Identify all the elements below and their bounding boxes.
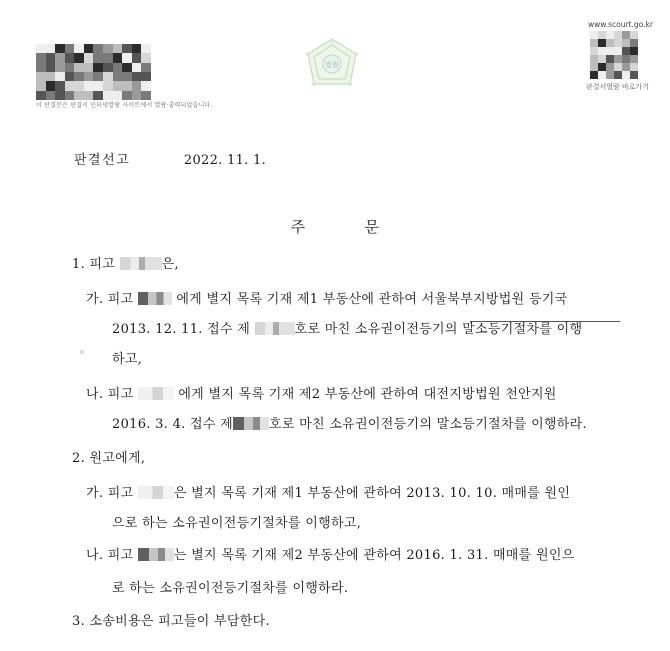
qr-pixel [84, 91, 94, 100]
item-2b-text: 는 별지 목록 기재 제2 부동산에 관하여 2016. 1. 31. 매매를 원인으 [173, 548, 575, 563]
qr-pixel [55, 91, 65, 100]
qr-pixel [598, 31, 606, 39]
item-1-number: 1. [72, 257, 86, 272]
qr-pixel [622, 39, 630, 47]
qr-pixel [74, 44, 84, 53]
qr-pixel [93, 91, 103, 100]
qr-pixel [606, 31, 614, 39]
item-1b-defendant: 피고 [107, 387, 134, 402]
qr-pixel [65, 53, 75, 62]
item-1b-text-2: 호로 마친 소유권이전등기의 말소등기절차를 이행하라. [269, 417, 587, 432]
qr-pixel [55, 63, 65, 72]
qr-pixel [132, 53, 142, 62]
qr-pixel [36, 53, 46, 62]
qr-pixel [590, 63, 598, 71]
item-1a-defendant: 피고 [107, 292, 134, 307]
qr-pixel [622, 31, 630, 39]
qr-pixel [36, 72, 46, 81]
qr-pixel [622, 47, 630, 55]
qr-pixel [65, 63, 75, 72]
qr-pixel [103, 81, 113, 90]
qr-pixel [606, 71, 614, 79]
qr-pixel [590, 31, 598, 39]
qr-pixel [598, 71, 606, 79]
qr-pixel [598, 39, 606, 47]
qr-pixel [132, 91, 142, 100]
qr-pixel [55, 81, 65, 90]
item-1b-text: 에게 별지 목록 기재 제2 부동산에 관하여 대전지방법원 천안지원 [178, 387, 557, 402]
item-1a-receipt: 2013. 12. 11. 접수 제 [112, 322, 251, 337]
qr-pixel [103, 44, 113, 53]
redacted-number [255, 322, 295, 335]
qr-pixel [55, 53, 65, 62]
decision-date: 2022. 11. 1. [183, 153, 267, 168]
item-1-suffix: 은, [161, 257, 179, 272]
item-2-number: 2. [72, 451, 86, 466]
qr-pixel [36, 44, 46, 53]
qr-pixel [141, 63, 151, 72]
redacted-number [233, 417, 269, 430]
qr-pixel [113, 81, 123, 90]
qr-pixel [141, 91, 151, 100]
item-2a-text: 은 별지 목록 기재 제1 부동산에 관하여 2013. 10. 10. 매매를 원인 [173, 486, 571, 501]
qr-pixel [46, 53, 56, 62]
qr-pixel [113, 53, 123, 62]
qr-pixel [606, 55, 614, 63]
qr-pixel [122, 72, 132, 81]
item-1 [72, 253, 179, 272]
qr-pixel [630, 47, 638, 55]
qr-pixel [46, 44, 56, 53]
qr-pixel [103, 72, 113, 81]
redacted-name [138, 486, 174, 499]
qr-pixel [46, 63, 56, 72]
qr-pixel [93, 53, 103, 62]
decision-line [74, 149, 266, 168]
heading-left-char: 주 [290, 218, 306, 236]
qr-pixel [36, 63, 46, 72]
qr-pixel [630, 55, 638, 63]
qr-pixel [141, 53, 151, 62]
qr-pixel [132, 44, 142, 53]
emblem-label: 법원 [325, 61, 339, 69]
qr-pixel [103, 53, 113, 62]
item-2b-line-1 [86, 544, 575, 563]
item-1b-receipt: 2016. 3. 4. 접수 제 [112, 417, 234, 432]
qr-pixel [36, 91, 46, 100]
qr-pixel [74, 53, 84, 62]
qr-pixel [630, 39, 638, 47]
qr-pixel [606, 47, 614, 55]
qr-pixel [132, 63, 142, 72]
qr-pixel [598, 47, 606, 55]
qr-pixel [65, 44, 75, 53]
qr-pixel [93, 63, 103, 72]
qr-pixel [122, 44, 132, 53]
qr-pixel [74, 63, 84, 72]
item-1a-marker: 가. [86, 292, 104, 307]
qr-pixel [84, 53, 94, 62]
qr-pixel [614, 63, 622, 71]
qr-pixel [598, 55, 606, 63]
item-3-number: 3. [72, 614, 86, 629]
item-1b-line-2 [112, 413, 587, 432]
qr-pixel [590, 39, 598, 47]
qr-pixel [122, 53, 132, 62]
qr-pixel [622, 71, 630, 79]
item-1a-line-1 [86, 288, 568, 307]
qr-pixel [614, 31, 622, 39]
qr-pixel [103, 63, 113, 72]
qr-pixel [630, 31, 638, 39]
site-url: www.scourt.go.kr [588, 20, 653, 29]
qr-pixel [46, 81, 56, 90]
qr-pixel [84, 72, 94, 81]
item-1a-text-2: 호로 마친 소유권이전등기의 말소등기절차를 이행 [294, 322, 583, 337]
item-3 [72, 610, 270, 629]
qr-pixel [93, 72, 103, 81]
item-2 [72, 447, 145, 466]
qr-pixel [46, 72, 56, 81]
qr-pixel [122, 81, 132, 90]
qr-pixel [590, 55, 598, 63]
qr-pixel [113, 72, 123, 81]
qr-pixel [606, 63, 614, 71]
qr-pixel [606, 39, 614, 47]
scan-mark [80, 350, 84, 354]
item-1a-line-3: 하고, [112, 352, 143, 367]
item-3-text: 소송비용은 피고들이 부담한다. [89, 614, 270, 629]
qr-pixel [122, 91, 132, 100]
qr-pixel [614, 55, 622, 63]
qr-pixel [590, 71, 598, 79]
qr-code-left [36, 44, 151, 100]
decision-label: 판결선고 [74, 153, 131, 168]
item-1b-line-1 [86, 383, 557, 402]
section-heading [0, 216, 670, 237]
qr-pixel [141, 44, 151, 53]
qr-pixel [622, 63, 630, 71]
qr-pixel [103, 91, 113, 100]
item-2a-line-2: 으로 하는 소유권이전등기절차를 이행하고, [112, 516, 362, 531]
redacted-name [138, 548, 174, 561]
qr-pixel [84, 63, 94, 72]
qr-pixel [614, 47, 622, 55]
qr-right-caption: 판결서열람 바로가기 [586, 83, 650, 91]
qr-pixel [630, 63, 638, 71]
item-2b-defendant: 피고 [107, 548, 134, 563]
court-emblem-icon [300, 36, 364, 92]
qr-pixel [614, 71, 622, 79]
item-2-text: 원고에게, [89, 451, 146, 466]
qr-pixel [74, 72, 84, 81]
qr-pixel [65, 91, 75, 100]
qr-pixel [65, 81, 75, 90]
item-2a-defendant: 피고 [107, 486, 134, 501]
qr-pixel [598, 63, 606, 71]
qr-pixel [74, 81, 84, 90]
qr-left-caption: 이 판결문은 판결서 인터넷열람 사이트에서 열람·출력되었습니다. [36, 102, 213, 109]
qr-pixel [93, 81, 103, 90]
qr-pixel [55, 72, 65, 81]
qr-pixel [122, 63, 132, 72]
redacted-name [138, 292, 172, 305]
qr-pixel [113, 63, 123, 72]
qr-pixel [55, 44, 65, 53]
qr-pixel [630, 71, 638, 79]
margin-line [470, 321, 620, 322]
redacted-name [138, 387, 174, 400]
qr-pixel [46, 91, 56, 100]
qr-pixel [132, 72, 142, 81]
qr-pixel [132, 81, 142, 90]
item-2b-marker: 나. [86, 548, 104, 563]
qr-pixel [141, 81, 151, 90]
qr-pixel [36, 81, 46, 90]
qr-pixel [622, 55, 630, 63]
item-1a-text: 에게 별지 목록 기재 제1 부동산에 관하여 서울북부지방법원 등기국 [176, 292, 568, 307]
qr-pixel [65, 72, 75, 81]
item-2a-line-1 [86, 482, 570, 501]
heading-right-char: 문 [364, 218, 380, 236]
item-1-prefix: 피고 [89, 257, 116, 272]
qr-pixel [113, 91, 123, 100]
qr-pixel [590, 47, 598, 55]
qr-pixel [74, 91, 84, 100]
qr-code-right [590, 31, 638, 79]
qr-pixel [84, 81, 94, 90]
redacted-name [120, 257, 162, 270]
qr-pixel [614, 39, 622, 47]
item-2a-marker: 가. [86, 486, 104, 501]
qr-pixel [93, 44, 103, 53]
qr-pixel [84, 44, 94, 53]
qr-pixel [113, 44, 123, 53]
item-2b-line-2: 로 하는 소유권이전등기절차를 이행하라. [112, 581, 349, 596]
qr-pixel [141, 72, 151, 81]
item-1b-marker: 나. [86, 387, 104, 402]
